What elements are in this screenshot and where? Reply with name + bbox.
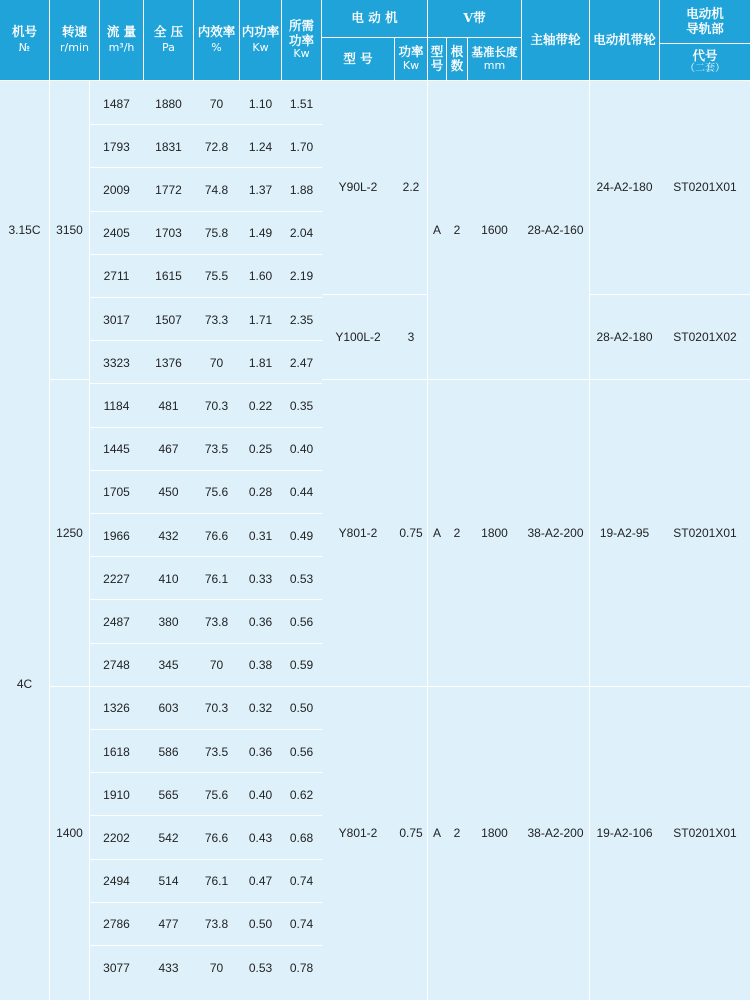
header-vbelt-count-2: 数	[450, 58, 464, 73]
motor-model-y100l-2: Y100L-2	[335, 330, 381, 344]
required-power-cell: 0.40	[289, 442, 314, 457]
required-power-cell: 0.56	[289, 614, 314, 629]
pressure-cell: 1703	[155, 226, 182, 241]
required-power-cell: 0.78	[289, 960, 314, 975]
internal-power-cell: 1.71	[248, 312, 273, 327]
flow-cell: 2202	[103, 830, 130, 845]
header-speed-label: 转速	[61, 23, 87, 39]
flow-cell: 3077	[103, 960, 130, 975]
flow-cell: 3017	[103, 312, 130, 327]
motor-power-3: 3	[407, 330, 415, 344]
internal-power-cell: 0.22	[248, 398, 273, 413]
model-cell-4c: 4C	[16, 677, 33, 691]
efficiency-cell: 73.3	[204, 312, 229, 327]
efficiency-cell: 76.6	[204, 830, 229, 845]
flow-cell: 1487	[103, 96, 130, 111]
pressure-cell: 586	[158, 744, 179, 759]
vbelt-length: 1600	[481, 223, 508, 237]
header-model-no-unit: №	[18, 41, 31, 55]
internal-power-cell: 0.43	[248, 830, 273, 845]
header-model-no-label: 机号	[11, 23, 37, 39]
efficiency-cell: 70	[209, 658, 224, 673]
header-vbelt-type-2: 号	[430, 58, 444, 73]
flow-cell: 1326	[103, 701, 130, 716]
vbelt-count: 2	[453, 223, 461, 237]
flow-cell: 1966	[103, 528, 130, 543]
header-pressure-unit: Pa	[162, 41, 175, 55]
header-pressure	[144, 0, 193, 80]
efficiency-cell: 74.8	[204, 182, 229, 197]
efficiency-cell: 73.5	[204, 744, 229, 759]
header-motor-model	[322, 38, 394, 80]
rail-code: ST0201X02	[673, 330, 737, 344]
efficiency-cell: 75.6	[204, 787, 229, 802]
header-motor-model-label: 型 号	[343, 50, 373, 66]
header-main-pulley-label: 主轴带轮	[530, 31, 581, 47]
header-vbelt-length-label: 基准长度	[471, 44, 518, 59]
efficiency-cell: 70.3	[204, 398, 229, 413]
header-required-power-unit: Kw	[293, 47, 310, 61]
flow-cell: 2405	[103, 226, 130, 241]
pressure-cell: 1772	[155, 182, 182, 197]
required-power-cell: 0.74	[289, 917, 314, 932]
internal-power-cell: 0.33	[248, 571, 273, 586]
pressure-cell: 477	[158, 917, 179, 932]
flow-cell: 2227	[103, 571, 130, 586]
internal-power-cell: 0.25	[248, 442, 273, 457]
internal-power-cell: 0.50	[248, 917, 273, 932]
header-speed-unit: r/min	[60, 41, 89, 55]
header-internal-power-label: 内功率	[241, 23, 280, 39]
pressure-cell: 410	[158, 571, 179, 586]
flow-cell: 2748	[103, 658, 130, 673]
speed-label-1400: 1400	[56, 826, 83, 840]
required-power-cell: 0.49	[289, 528, 314, 543]
header-vbelt	[428, 0, 521, 37]
header-rail-label-1: 电动机	[686, 6, 724, 22]
efficiency-cell: 70	[209, 96, 224, 111]
internal-power-cell: 1.24	[248, 139, 273, 154]
header-vbelt-count	[447, 38, 467, 80]
header-rail-label-2: 导轨部	[686, 20, 724, 36]
required-power-cell: 0.68	[289, 830, 314, 845]
vbelt-length: 1800	[481, 526, 508, 540]
efficiency-cell: 75.6	[204, 485, 229, 500]
motor-model-y90l-2: Y90L-2	[338, 180, 378, 194]
flow-cell: 1793	[103, 139, 130, 154]
header-rail-code-sub: （二套）	[685, 63, 725, 75]
internal-power-cell: 1.10	[248, 96, 273, 111]
pressure-cell: 1376	[155, 355, 182, 370]
required-power-cell: 0.50	[289, 701, 314, 716]
flow-cell: 1184	[103, 398, 130, 413]
motor-pulley: 28-A2-180	[596, 330, 653, 344]
internal-power-cell: 0.32	[248, 701, 273, 716]
header-motor-pulley	[590, 0, 659, 80]
efficiency-cell: 76.6	[204, 528, 229, 543]
required-power-cell: 2.19	[289, 269, 314, 284]
pressure-cell: 1507	[155, 312, 182, 327]
efficiency-cell: 76.1	[204, 874, 229, 889]
pressure-cell: 1615	[155, 269, 182, 284]
header-rail-code	[660, 44, 750, 80]
internal-power-cell: 0.53	[248, 960, 273, 975]
pressure-cell: 514	[158, 874, 179, 889]
vbelt-length: 1800	[481, 826, 508, 840]
header-pressure-label: 全 压	[153, 23, 184, 39]
model-cell-3-15c: 3.15C	[8, 223, 41, 237]
vbelt-type-a: A	[432, 223, 441, 237]
header-internal-power-unit: Kw	[252, 41, 269, 55]
pressure-cell: 1831	[155, 139, 182, 154]
motor-pulley: 24-A2-180	[596, 180, 653, 194]
main-pulley: 38-A2-200	[527, 526, 584, 540]
main-pulley: 28-A2-160	[527, 223, 584, 237]
motor-pulley: 19-A2-106	[596, 826, 653, 840]
pressure-cell: 565	[158, 787, 179, 802]
flow-cell: 2711	[103, 269, 130, 284]
required-power-cell: 0.74	[289, 874, 314, 889]
flow-cell: 2487	[103, 614, 130, 629]
flow-cell: 1445	[103, 442, 130, 457]
vbelt-count: 2	[453, 526, 461, 540]
vbelt-type-a: A	[432, 826, 441, 840]
required-power-cell: 1.51	[289, 96, 314, 111]
internal-power-cell: 0.36	[248, 744, 273, 759]
internal-power-cell: 1.37	[248, 182, 273, 197]
motor-power-0-75: 0.75	[399, 526, 423, 540]
internal-power-cell: 1.81	[248, 355, 273, 370]
pressure-cell: 432	[158, 528, 179, 543]
internal-power-cell: 0.47	[248, 874, 273, 889]
efficiency-cell: 72.8	[204, 139, 229, 154]
header-efficiency-label: 内效率	[197, 23, 236, 39]
header-flow-unit: m³/h	[108, 41, 135, 55]
internal-power-cell: 0.40	[248, 787, 273, 802]
header-flow-label: 流 量	[106, 23, 137, 39]
pressure-cell: 345	[158, 658, 179, 673]
header-vbelt-type	[428, 38, 446, 80]
required-power-cell: 0.44	[289, 485, 314, 500]
header-vbelt-length-unit: mm	[483, 58, 506, 72]
efficiency-cell: 70.3	[204, 701, 229, 716]
flow-cell: 1910	[103, 787, 130, 802]
efficiency-cell: 70	[209, 960, 224, 975]
internal-power-cell: 1.60	[248, 269, 273, 284]
header-vbelt-length	[468, 38, 521, 80]
required-power-cell: 2.35	[289, 312, 314, 327]
header-model-no	[0, 0, 49, 80]
pressure-cell: 450	[158, 485, 179, 500]
efficiency-cell: 70	[209, 355, 224, 370]
header-efficiency-unit: %	[211, 41, 222, 55]
required-power-cell: 0.62	[289, 787, 314, 802]
required-power-cell: 0.56	[289, 744, 314, 759]
internal-power-cell: 0.38	[248, 658, 273, 673]
header-rail-code-label: 代号	[692, 48, 718, 64]
internal-power-cell: 1.49	[248, 226, 273, 241]
rail-code: ST0201X01	[673, 826, 737, 840]
header-vbelt-type-1: 型	[430, 43, 444, 59]
flow-cell: 1705	[103, 485, 130, 500]
required-power-cell: 0.53	[289, 571, 314, 586]
motor-pulley: 19-A2-95	[599, 526, 650, 540]
header-main-pulley	[522, 0, 589, 80]
required-power-cell: 0.59	[289, 658, 314, 673]
header-required-power-label-2: 功率	[288, 32, 314, 48]
header-motor-label: 电 动 机	[351, 10, 398, 26]
vbelt-type-a: A	[432, 526, 441, 540]
header-required-power-label-1: 所需	[288, 18, 314, 34]
header-motor-power-unit: Kw	[402, 59, 420, 73]
header-efficiency	[194, 0, 239, 80]
motor-model-y801-2: Y801-2	[338, 826, 378, 840]
rail-code: ST0201X01	[673, 180, 737, 194]
header-speed	[50, 0, 99, 80]
header-motor	[322, 0, 427, 37]
header-motor-power-label: 功率	[398, 43, 424, 59]
efficiency-cell: 75.5	[204, 269, 229, 284]
required-power-cell: 2.04	[289, 226, 314, 241]
flow-cell: 2009	[103, 182, 130, 197]
efficiency-cell: 76.1	[204, 571, 229, 586]
header-required-power	[282, 0, 321, 80]
header-vbelt-count-1: 根	[450, 43, 464, 59]
required-power-cell: 0.35	[289, 398, 314, 413]
internal-power-cell: 0.31	[248, 528, 273, 543]
pressure-cell: 380	[158, 614, 179, 629]
speed-label-1250: 1250	[56, 526, 83, 540]
efficiency-cell: 75.8	[204, 226, 229, 241]
efficiency-cell: 73.8	[204, 614, 229, 629]
internal-power-cell: 0.36	[248, 614, 273, 629]
vbelt-count: 2	[453, 826, 461, 840]
pressure-cell: 433	[158, 960, 179, 975]
required-power-cell: 1.88	[289, 182, 314, 197]
motor-power-2-2: 2.2	[402, 180, 420, 194]
main-pulley: 38-A2-200	[527, 826, 584, 840]
header-vbelt-label: V带	[463, 10, 486, 26]
flow-cell: 2494	[103, 874, 130, 889]
motor-power-0-75: 0.75	[399, 826, 423, 840]
required-power-cell: 2.47	[289, 355, 314, 370]
pressure-cell: 467	[158, 442, 179, 457]
flow-cell: 3323	[103, 355, 130, 370]
rail-code: ST0201X01	[673, 526, 737, 540]
header-internal-power	[240, 0, 281, 80]
pressure-cell: 542	[158, 830, 179, 845]
motor-model-y801-2: Y801-2	[338, 526, 378, 540]
flow-cell: 2786	[103, 917, 130, 932]
pressure-cell: 603	[158, 701, 179, 716]
header-motor-power	[395, 38, 427, 80]
efficiency-cell: 73.5	[204, 442, 229, 457]
pressure-cell: 481	[158, 398, 179, 413]
header-rail	[660, 0, 750, 43]
efficiency-cell: 73.8	[204, 917, 229, 932]
internal-power-cell: 0.28	[248, 485, 273, 500]
header-motor-pulley-label: 电动机带轮	[593, 31, 656, 47]
required-power-cell: 1.70	[289, 139, 314, 154]
header-flow	[100, 0, 143, 80]
flow-cell: 1618	[103, 744, 130, 759]
speed-label-3150: 3150	[56, 223, 83, 237]
pressure-cell: 1880	[155, 96, 182, 111]
